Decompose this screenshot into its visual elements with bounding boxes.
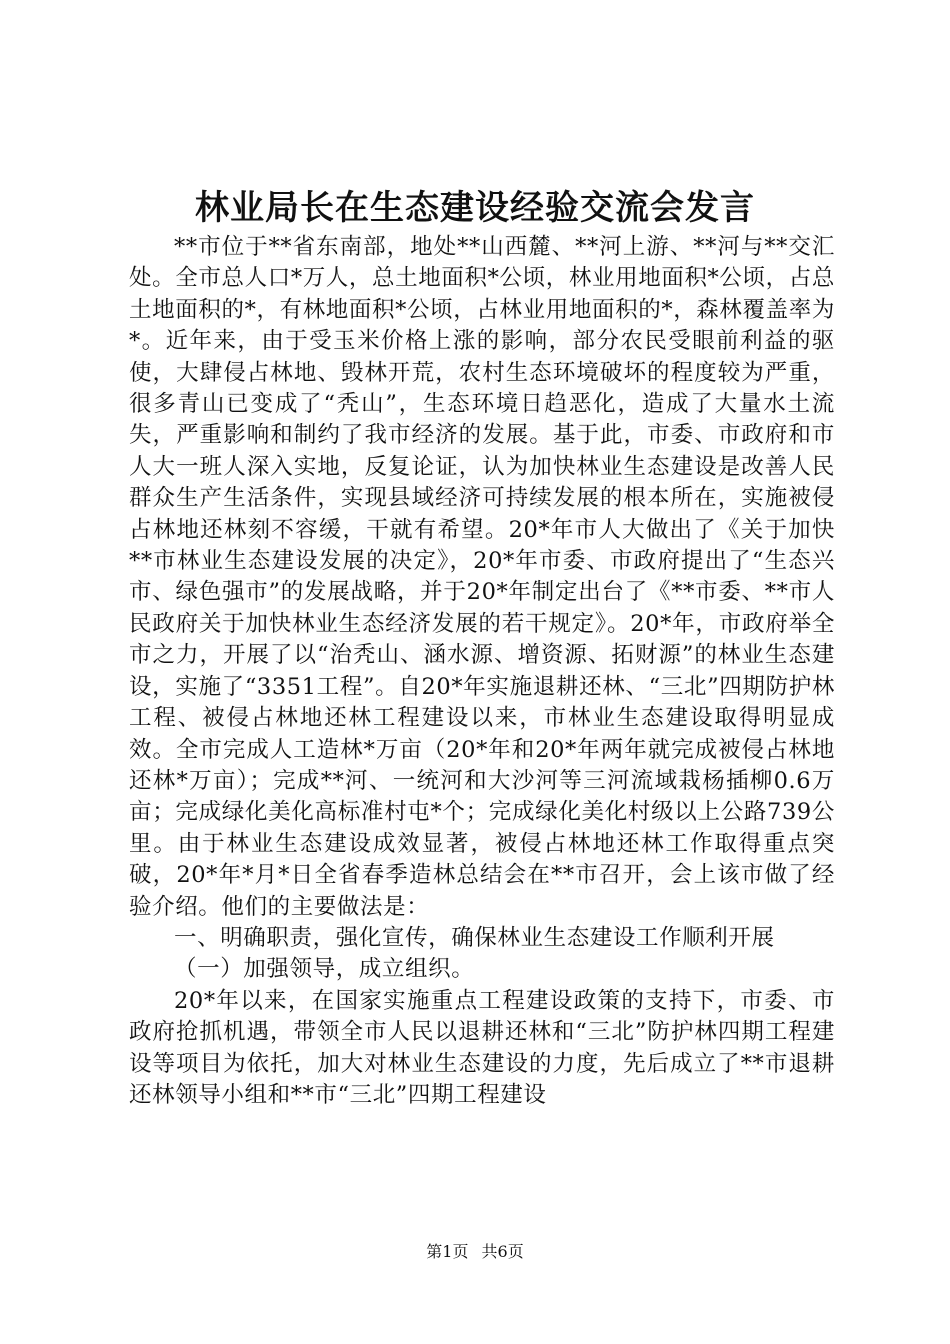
document-title: 林业局长在生态建设经验交流会发言 — [195, 188, 755, 228]
paragraph-subsection-1: 20*年以来，在国家实施重点工程建设政策的支持下，市委、市政府抢抓机遇，带领全市人民以退耕还林和“三北”防护林四期工程建设等项目为依托，加大对林业生态建设的力度，先后成立了**市退耕还林领导小组和**市“三北”四期工程建设 — [129, 987, 835, 1108]
section-heading-1: 一、明确职责，强化宣传，确保林业生态建设工作顺利开展 — [174, 924, 775, 951]
document-body — [129, 232, 835, 1111]
subsection-heading-1: （一）加强领导，成立组织。 — [174, 956, 475, 983]
page-footer — [0, 1240, 950, 1264]
page-number: 第1页 — [426, 1242, 469, 1261]
page-total: 共6页 — [481, 1242, 524, 1261]
paragraph-intro: **市位于**省东南部，地处**山西麓、**河上游、**河与**交汇处。全市总人口*万人，总土地面积*公顷，林业用地面积*公顷，占总土地面积的*，有林地面积*公顷，占林业用地面积的*，森林覆盖率为*。近年来，由于受玉米价格上涨的影响，部分农民受眼前利益的驱使，大肆侵占林地、毁林开荒，农村生态环境破坏的程度较为严重，很多青山已变成了“秃山”，生态环境日趋恶化，造成了大量水土流失，严重影响和制约了我市经济的发展。基于此，市委、市政府和市人大一班人深入实地，反复论证，认为加快林业生态建设是改善人民群众生产生活条件，实现县域经济可持续发展的根本所在，实施被侵占林地还林刻不容缓，干就有希望。20*年市人大做出了《关于加快**市林业生态建设发展的决定》，20*年市委、市政府提出了“生态兴市、绿色强市”的发展战略，并于20*年制定出台了《**市委、**市人民政府关于加快林业生态经济发展的若干规定》。20*年，市政府举全市之力，开展了以“治秃山、涵水源、增资源、拓财源”的林业生态建设，实施了“3351工程”。自20*年实施退耕还林、“三北”四期防护林工程、被侵占林地还林工程建设以来，市林业生态建设取得明显成效。全市完成人工造林*万亩（20*年和20*年两年就完成被侵占林地还林*万亩）；完成**河、一统河和大沙河等三河流域栽杨插柳0.6万亩；完成绿化美化高标准村屯*个；完成绿化美化村级以上公路739公里。由于林业生态建设成效显著，被侵占林地还林工作取得重点突破，20*年*月*日全省春季造林总结会在**市召开，会上该市做了经验介绍。他们的主要做法是： — [129, 234, 835, 920]
